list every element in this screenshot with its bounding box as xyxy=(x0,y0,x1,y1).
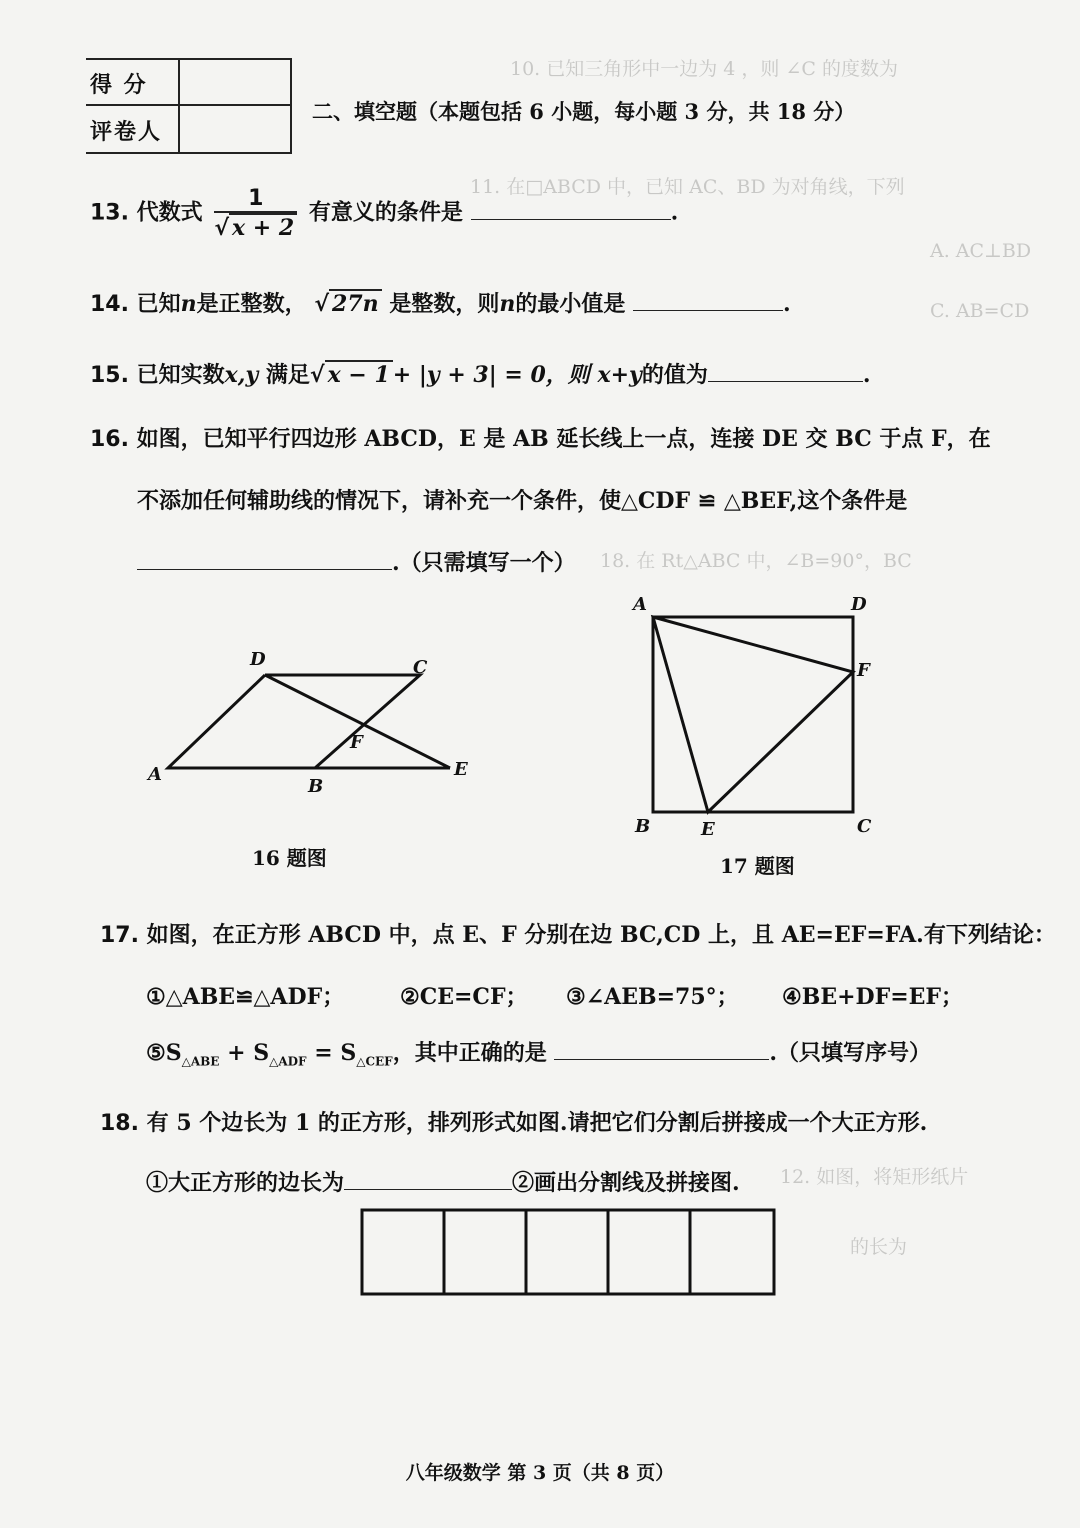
subscript: △ADF xyxy=(269,1054,307,1069)
figure-16 xyxy=(140,640,480,810)
label-e: E xyxy=(454,759,468,780)
math-expression: + |y + 3| = 0，则 xyxy=(392,362,590,388)
line-de xyxy=(265,675,450,768)
answer-blank[interactable] xyxy=(471,201,671,220)
punctuation: . xyxy=(862,362,871,388)
answer-blank[interactable] xyxy=(137,551,392,570)
label-f: F xyxy=(350,732,363,753)
variable: x,y xyxy=(224,362,259,388)
question-13 xyxy=(90,186,678,241)
question-18-line1 xyxy=(100,1106,927,1137)
question-text: 有 5 个边长为 1 的正方形，排列形式如图.请把它们分割后拼接成一个大正方形. xyxy=(146,1110,928,1136)
score-table xyxy=(86,58,292,154)
fraction-numerator: 1 xyxy=(214,186,297,213)
answer-blank[interactable] xyxy=(708,363,863,382)
question-number: 17. xyxy=(100,923,139,948)
math-expression: = S xyxy=(314,1040,357,1066)
label-b: B xyxy=(635,816,651,837)
conclusion-2: ②CE=CF； xyxy=(400,984,528,1010)
question-text: 代数式 xyxy=(136,199,203,226)
bleed-through-text: 18. 在 Rt△ABC 中，∠B=90°，BC xyxy=(600,550,912,572)
question-14 xyxy=(90,287,791,318)
figure-17 xyxy=(625,592,885,842)
radical: √ x − 1 xyxy=(310,362,393,388)
question-text: 满足 xyxy=(265,362,310,388)
question-number: 13. xyxy=(90,200,129,226)
question-text: 的值为 xyxy=(641,362,708,388)
fraction: $\frac{1}{√ x + 2}$ xyxy=(214,186,297,241)
bleed-through-text: C. AB=CD xyxy=(930,300,1030,322)
label-c: C xyxy=(413,657,428,678)
math-expression: + S xyxy=(227,1040,270,1066)
figure-17-caption: 17 题图 xyxy=(720,854,795,878)
question-16-line1 xyxy=(90,422,991,453)
radicand: 27n xyxy=(329,289,382,317)
subscript: △ABE xyxy=(181,1054,220,1069)
figure-16-caption: 16 题图 xyxy=(252,846,327,870)
bleed-through-text: A. AC⊥BD xyxy=(930,240,1032,262)
label-d: D xyxy=(851,594,867,615)
question-16-line2: 不添加任何辅助线的情况下，请补充一个条件，使△CDF ≌ △BEF,这个条件是 xyxy=(137,488,908,514)
squares-outline xyxy=(362,1210,774,1294)
question-text: 已知实数 xyxy=(136,362,225,388)
answer-blank[interactable] xyxy=(633,292,783,311)
label-c: C xyxy=(857,816,872,837)
question-15 xyxy=(90,358,871,389)
question-text: 是正整数， xyxy=(196,291,307,317)
question-text: ②画出分割线及拼接图. xyxy=(512,1170,740,1196)
question-text: 已知 xyxy=(136,291,181,317)
answer-blank[interactable] xyxy=(344,1171,512,1190)
label-a: A xyxy=(148,764,162,785)
bleed-through-text: 10. 已知三角形中一边为 4 ，则 ∠C 的度数为 xyxy=(510,58,898,80)
question-text: ①大正方形的边长为 xyxy=(146,1170,345,1196)
punctuation: . xyxy=(783,291,791,317)
conclusion-4: ④BE+DF=EF； xyxy=(782,984,964,1010)
score-label: 得 分 xyxy=(90,72,148,98)
label-a: A xyxy=(633,594,647,615)
section-header: 二、填空题（本题包括 6 小题，每小题 3 分，共 18 分） xyxy=(312,99,856,124)
answer-blank[interactable] xyxy=(554,1041,769,1060)
bleed-through-text: 11. 在□ABCD 中，已知 AC、BD 为对角线，下列 xyxy=(470,176,905,198)
math-expression: ⑤S xyxy=(146,1040,182,1066)
question-text: .（只填写序号） xyxy=(769,1040,932,1066)
grader-label: 评卷人 xyxy=(90,119,163,145)
subscript: △CEF xyxy=(356,1054,393,1069)
bleed-through-text: 的长为 xyxy=(850,1236,908,1258)
label-e: E xyxy=(701,819,715,840)
question-number: 18. xyxy=(100,1111,139,1136)
label-b: B xyxy=(308,776,324,797)
figure-18-five-squares xyxy=(360,1208,780,1300)
label-f: F xyxy=(857,660,870,681)
variable: x+y xyxy=(597,362,642,388)
fraction-denominator: x + 2 xyxy=(229,213,297,241)
question-17-line1 xyxy=(100,918,1056,949)
question-number: 14. xyxy=(90,292,129,317)
variable: n xyxy=(180,291,197,317)
question-number: 16. xyxy=(90,427,129,452)
question-text: 是整数，则 xyxy=(389,291,500,317)
conclusion-5 xyxy=(146,1036,931,1068)
square-abcd xyxy=(653,617,853,812)
radicand: x − 1 xyxy=(325,360,393,388)
variable: n xyxy=(499,291,516,317)
question-text: 如图，已知平行四边形 ABCD，E 是 AB 延长线上一点，连接 DE 交 BC 于点 F，在 xyxy=(136,426,991,452)
conclusion-1: ①△ABE≌△ADF； xyxy=(146,984,345,1010)
question-text: ，其中正确的是 xyxy=(392,1040,547,1066)
radical: √ 27n xyxy=(314,291,381,317)
page-footer: 八年级数学 第 3 页（共 8 页） xyxy=(405,1462,675,1484)
question-text: .（只需填写一个） xyxy=(392,550,576,576)
question-text: 的最小值是 xyxy=(515,291,626,317)
conclusion-3: ③∠AEB=75°； xyxy=(566,984,739,1010)
question-text: 如图，在正方形 ABCD 中，点 E、F 分别在边 BC,CD 上，且 AE=EF=FA.有下列结论： xyxy=(146,922,1056,948)
question-18-line2 xyxy=(146,1166,740,1197)
triangle-aef xyxy=(653,617,853,812)
question-text: 有意义的条件是 xyxy=(308,199,463,226)
question-16-line3 xyxy=(137,546,576,577)
bleed-through-text: 12. 如图，将矩形纸片 xyxy=(780,1166,969,1188)
punctuation: . xyxy=(670,199,679,226)
question-number: 15. xyxy=(90,363,129,388)
label-d: D xyxy=(250,649,266,670)
